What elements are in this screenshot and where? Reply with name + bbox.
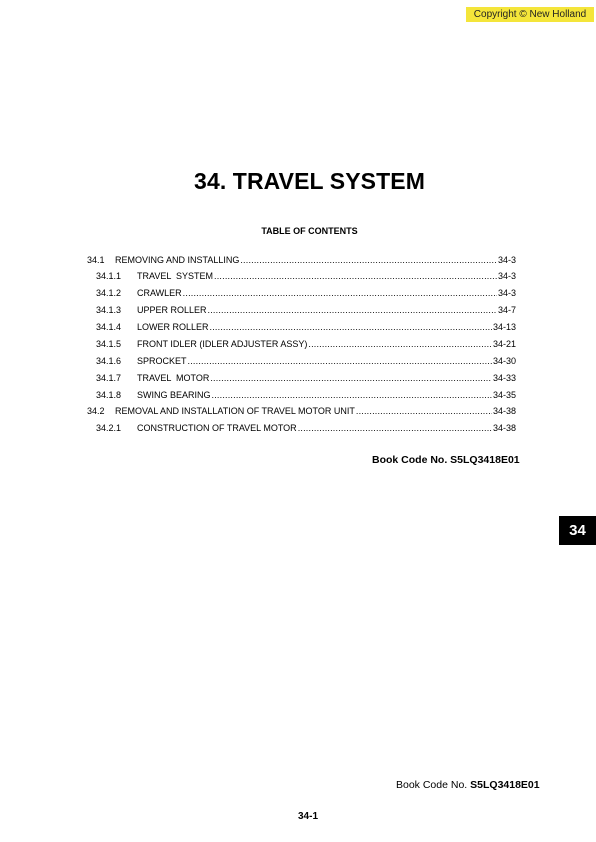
toc-title: LOWER ROLLER	[137, 322, 209, 332]
toc-leader	[298, 421, 492, 435]
toc-entry[interactable]	[96, 337, 516, 351]
toc-page: 34-38	[492, 423, 516, 433]
toc-entry[interactable]	[96, 388, 516, 402]
toc-title: TRAVEL MOTOR	[137, 373, 210, 383]
toc-number: 34.1.6	[96, 356, 122, 366]
toc-page: 34-13	[492, 322, 516, 332]
toc-page: 34-3	[497, 255, 516, 265]
page-number: 34-1	[297, 811, 318, 822]
toc-entry[interactable]	[96, 354, 516, 368]
toc-page: 34-3	[497, 288, 516, 298]
toc-title: SWING BEARING	[137, 390, 211, 400]
toc-entry[interactable]	[96, 421, 516, 435]
toc-title: TRAVEL SYSTEM	[137, 271, 214, 281]
toc-number: 34.1.7	[96, 373, 122, 383]
toc-title: REMOVING AND INSTALLING	[115, 255, 240, 265]
book-code-label: Book Code No.	[396, 779, 468, 791]
toc-entry[interactable]	[96, 286, 516, 300]
section-tab: 34	[559, 516, 596, 545]
toc-number: 34.1.2	[96, 288, 122, 298]
footer-book-code	[396, 779, 540, 791]
toc-leader	[188, 354, 492, 368]
toc-leader	[208, 303, 497, 317]
toc-number: 34.1.5	[96, 339, 122, 349]
toc-leader	[356, 404, 492, 418]
toc-entry[interactable]	[96, 371, 516, 385]
toc-entry[interactable]	[87, 404, 516, 418]
toc-page: 34-38	[492, 406, 516, 416]
toc-title: CRAWLER	[137, 288, 182, 298]
toc-page: 34-35	[492, 390, 516, 400]
toc-entry[interactable]	[96, 269, 516, 283]
toc-entry[interactable]	[96, 303, 516, 317]
toc-page: 34-3	[497, 271, 516, 281]
book-code: Book Code No. S5LQ3418E01	[372, 454, 520, 466]
toc-number: 34.1.3	[96, 305, 122, 315]
toc-page: 34-33	[492, 373, 516, 383]
toc-title: REMOVAL AND INSTALLATION OF TRAVEL MOTOR UNIT	[115, 406, 355, 416]
page-title: 34. TRAVEL SYSTEM	[194, 168, 425, 194]
toc-page: 34-30	[492, 356, 516, 366]
toc-title: CONSTRUCTION OF TRAVEL MOTOR	[137, 423, 297, 433]
toc-title: SPROCKET	[137, 356, 187, 366]
toc-number: 34.2.1	[96, 423, 122, 433]
toc-entry[interactable]	[96, 320, 516, 334]
toc-leader	[214, 269, 497, 283]
toc-leader	[210, 371, 492, 385]
toc-leader	[240, 253, 497, 267]
toc-page: 34-21	[492, 339, 516, 349]
toc-number: 34.1.1	[96, 271, 122, 281]
toc-leader	[212, 388, 492, 402]
copyright-badge: Copyright © New Holland	[466, 7, 594, 22]
toc-entry[interactable]	[87, 253, 516, 267]
toc-title: FRONT IDLER (IDLER ADJUSTER ASSY)	[137, 339, 308, 349]
toc-leader	[308, 337, 492, 351]
toc-number: 34.1.4	[96, 322, 122, 332]
book-code-value: S5LQ3418E01	[470, 779, 540, 791]
toc-leader	[210, 320, 492, 334]
toc-number: 34.1	[87, 255, 105, 265]
toc-leader	[183, 286, 497, 300]
toc-heading: TABLE OF CONTENTS	[261, 226, 358, 236]
toc-page: 34-7	[497, 305, 516, 315]
toc-number: 34.2	[87, 406, 105, 416]
toc-number: 34.1.8	[96, 390, 122, 400]
toc-title: UPPER ROLLER	[137, 305, 207, 315]
